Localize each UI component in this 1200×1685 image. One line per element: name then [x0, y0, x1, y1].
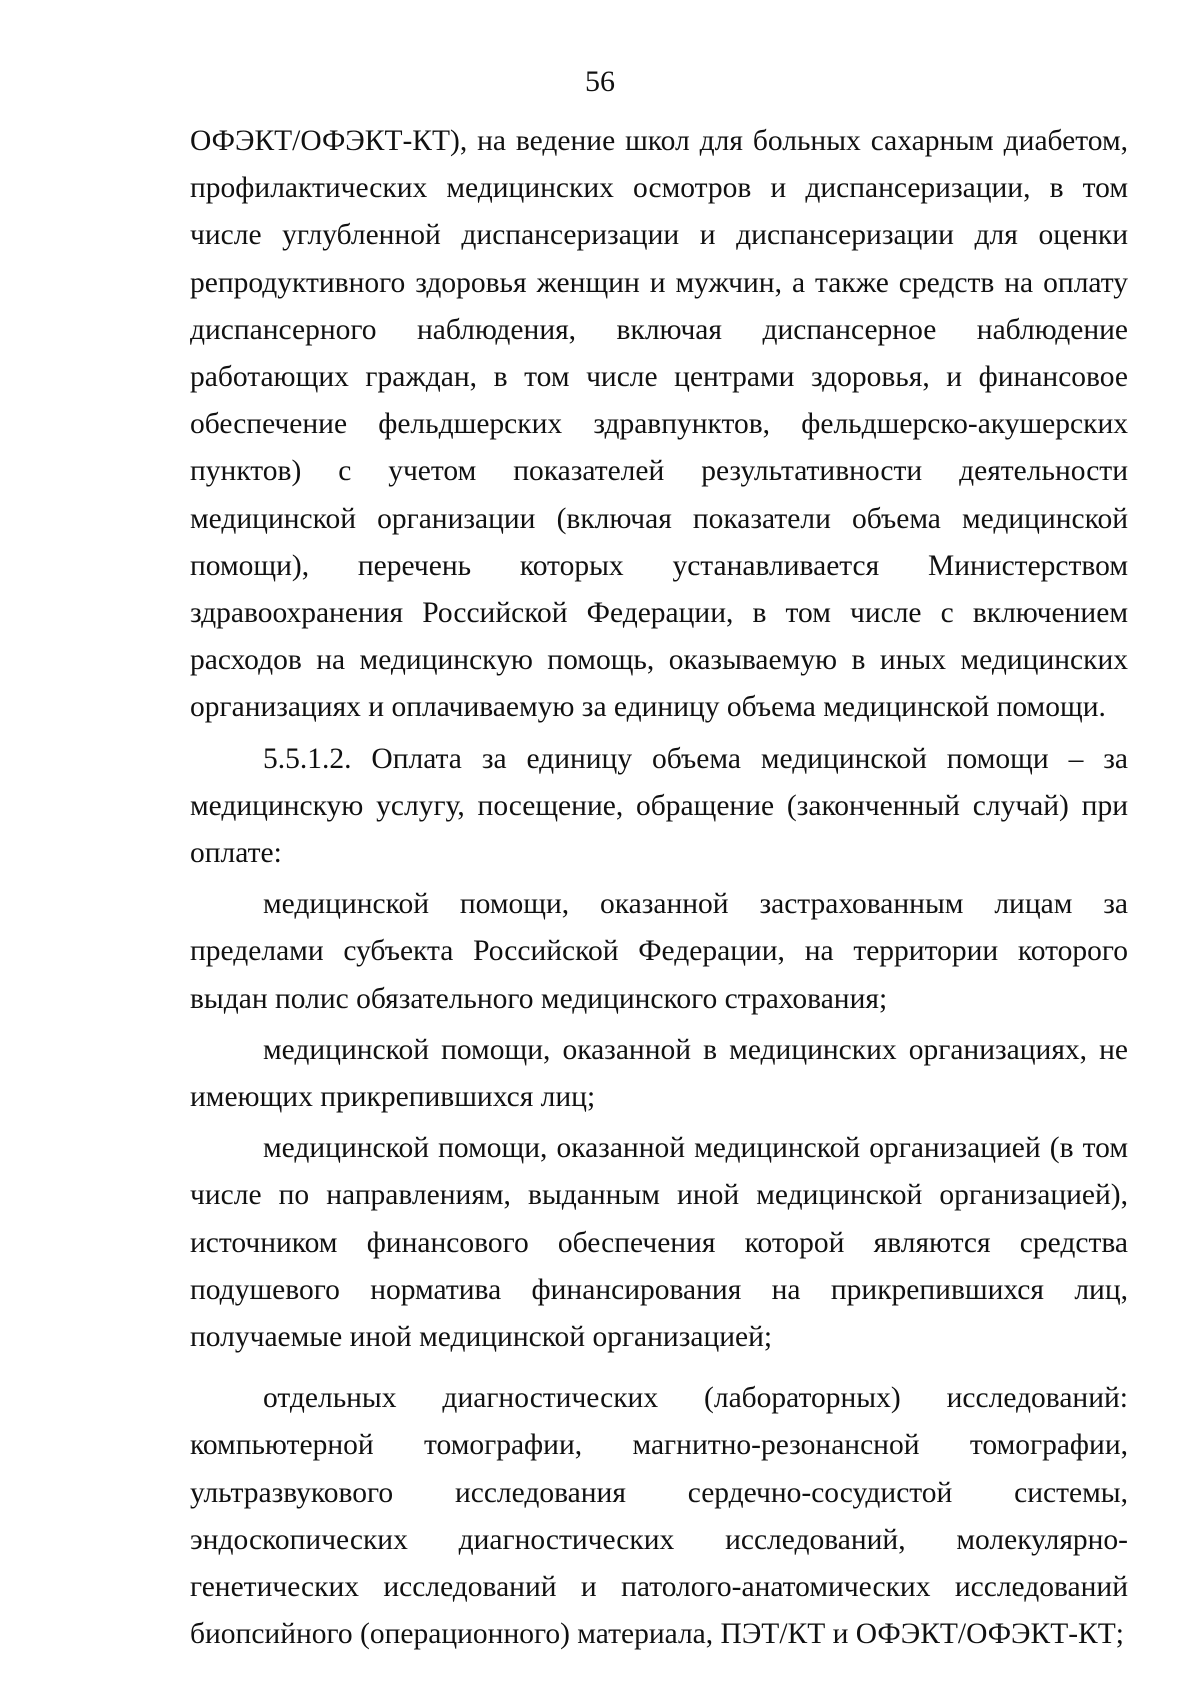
- document-body: [190, 118, 1128, 1659]
- paragraph-item-no-attached: медицинской помощи, оказанной в медицинских организациях, не имеющих прикрепившихся лиц;: [190, 1033, 1128, 1114]
- paragraph-continuation: ОФЭКТ/ОФЭКТ-КТ), на ведение школ для больных сахарным диабетом, профилактических медицинских осмотров и диспансеризации, в том числе углубленной диспансеризации и диспансеризации для оценки репродуктивного здоровья женщин и мужчин, а также средств на оплату диспансерного наблюдения, включая диспансерное наблюдение работающих граждан, в том числе центрами здоровья, и финансовое обеспечение фельдшерских здравпунктов, фельдшерско-акушерских пунктов) с учетом показателей результативности деятельности медицинской организации (включая показатели объема медицинской помощи), перечень которых устанавливается Министерством здравоохранения Российской Федерации, в том числе с включением расходов на медицинскую помощь, оказываемую в иных медицинских организациях и оплачиваемую за единицу объема медицинской помощи.: [190, 125, 1128, 724]
- paragraph-item-diagnostics: отдельных диагностических (лабораторных) исследований: компьютерной томографии, магнитно-резонансной томографии, ультразвукового исследования сердечно-сосудистой системы, эндоскопических диагностических исследований, молекулярно-генетических исследований и патолого-анатомических исследований биопсийного (операционного) материала, ПЭТ/КТ и ОФЭКТ/ОФЭКТ-КТ;: [190, 1382, 1128, 1651]
- paragraph-item-referral: медицинской помощи, оказанной медицинской организацией (в том числе по направлениям, выданным иной медицинской организацией), источником финансового обеспечения которой являются средства подушевого норматива финансирования на прикрепившихся лиц, получаемые иной медицинской организацией;: [190, 1132, 1128, 1354]
- paragraph-item-outside-territory: медицинской помощи, оказанной застрахованным лицам за пределами субъекта Российской Федерации, на территории которого выдан полис обязательного медицинского страхования;: [190, 888, 1128, 1015]
- paragraph-clause-5-5-1-2: 5.5.1.2. Оплата за единицу объема медицинской помощи – за медицинскую услугу, посещение, обращение (законченный случай) при оплате:: [190, 742, 1128, 870]
- page-number: 56: [585, 65, 615, 98]
